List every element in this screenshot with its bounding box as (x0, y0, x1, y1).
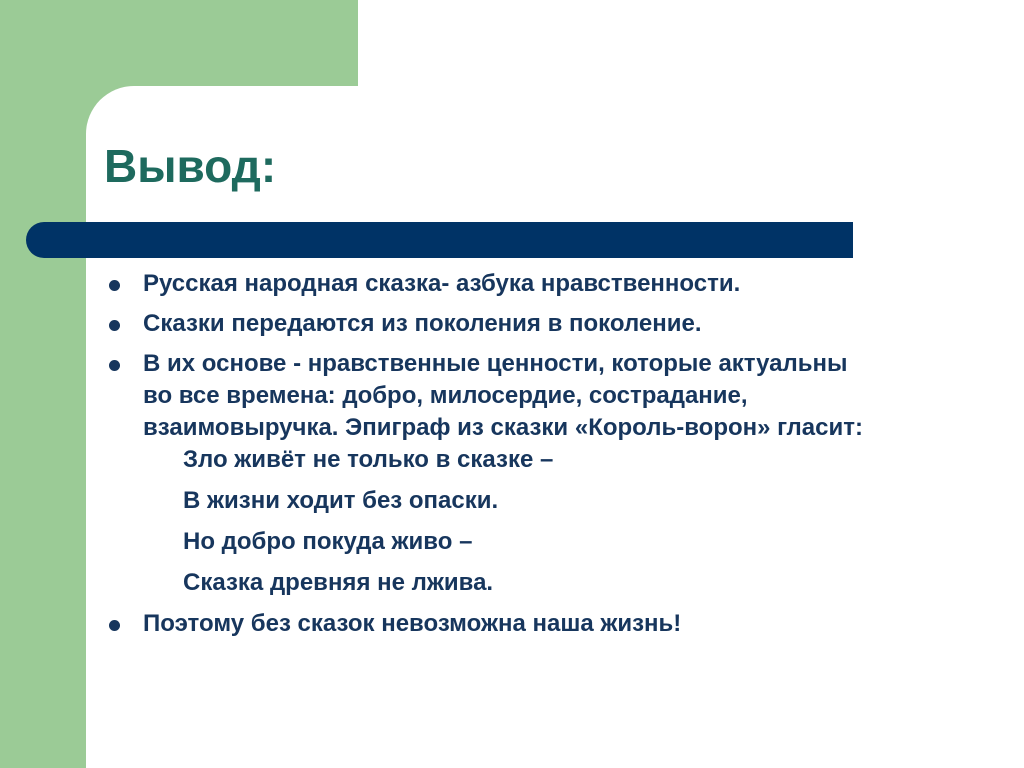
list-item (103, 308, 883, 340)
bullet-text: Сказки передаются из поколения в поколение. (143, 310, 702, 337)
list-item (103, 348, 883, 599)
poem-line: Но добро покуда живо – (183, 528, 473, 555)
bullet-dot-icon (109, 620, 120, 631)
epigraph-poem (143, 444, 883, 599)
slide-body (103, 268, 883, 648)
bullet-text: Поэтому без сказок невозможна наша жизнь! (143, 610, 682, 637)
poem-line: Зло живёт не только в сказке – (183, 446, 554, 473)
poem-line: Сказка древняя не лжива. (183, 569, 494, 596)
list-item (103, 268, 883, 300)
bullet-list (103, 268, 883, 640)
bullet-dot-icon (109, 280, 120, 291)
list-item (103, 608, 883, 640)
bullet-text: В их основе - нравственные ценности, которые актуальны во все времена: добро, милосердие, сострадание, взаимовыручка. Эпиграф из сказки «Король-ворон» гласит: (143, 350, 863, 441)
slide-title: Вывод: (104, 140, 277, 192)
title-underline-bar (26, 222, 853, 258)
bullet-dot-icon (109, 360, 120, 371)
bullet-text: Русская народная сказка- азбука нравственности. (143, 270, 741, 297)
bullet-dot-icon (109, 320, 120, 331)
poem-line: В жизни ходит без опаски. (183, 487, 499, 514)
